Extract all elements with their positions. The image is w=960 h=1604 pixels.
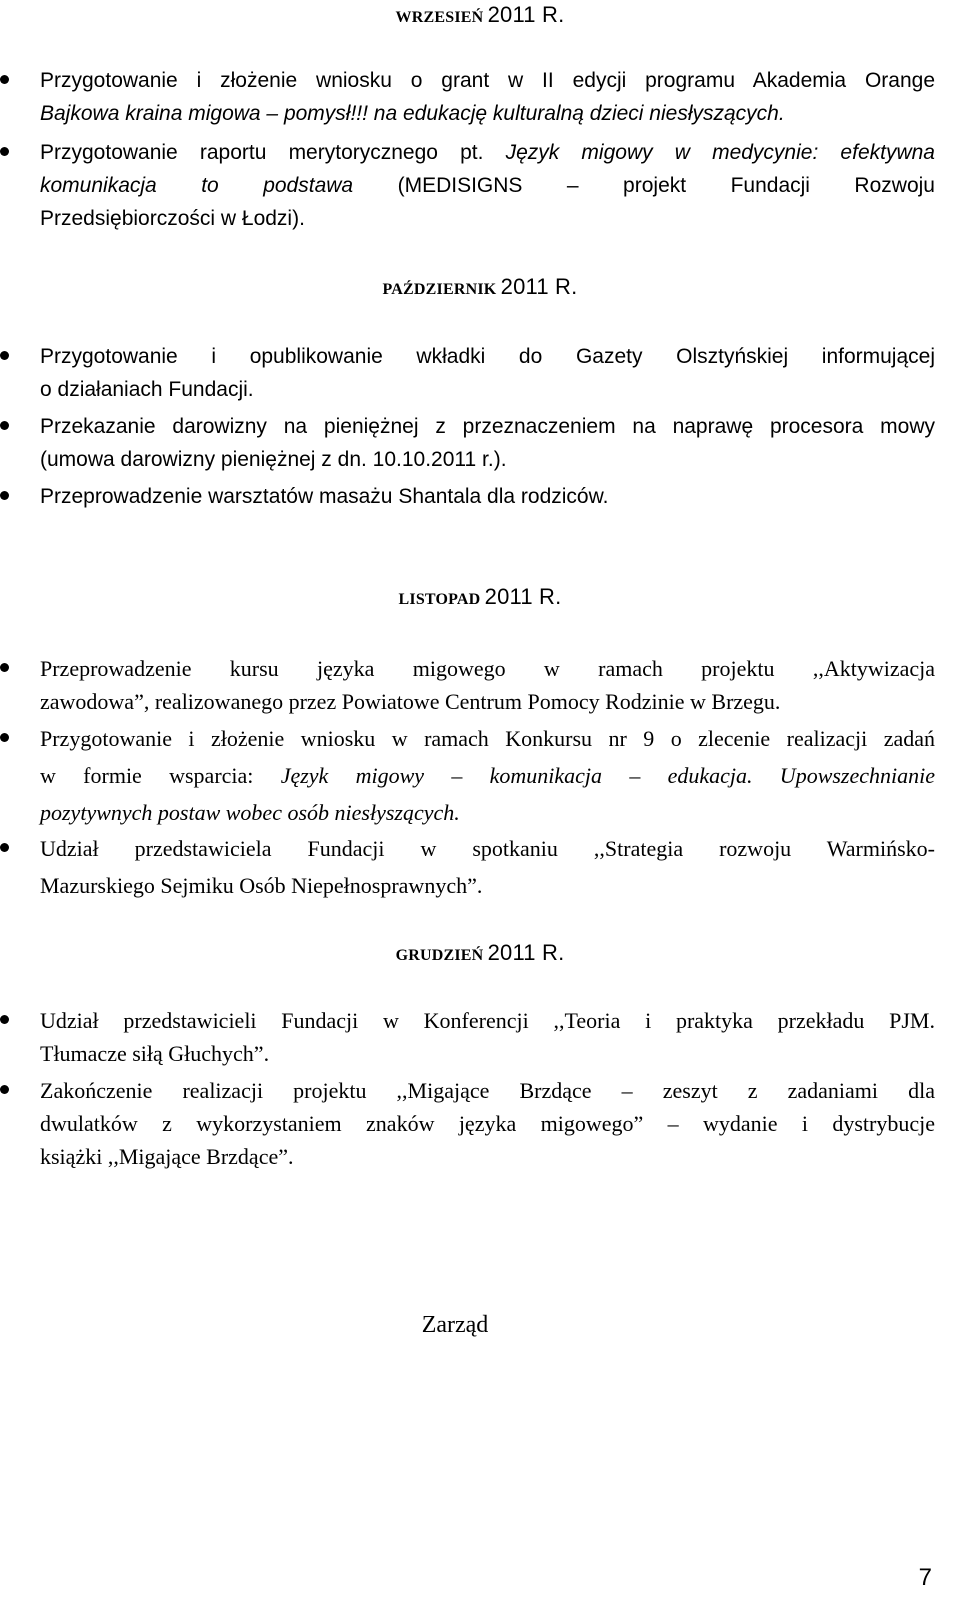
text-run-italic: Język migowy – komunikacja – edukacja. Upowszechnianie [280,763,936,788]
text-line: pozytywnych postaw wobec osób niesłyszących. [40,800,460,825]
bullet-icon [0,1085,9,1094]
text-line: Przedsiębiorczości w Łodzi). [40,207,305,230]
page-number: 7 [918,1564,932,1591]
list-item-text [40,1074,935,1173]
list-item-text [40,136,935,235]
text-line [40,136,935,169]
month-year: 2011 R. [487,940,565,965]
text-line: Przeprowadzenie kursu języka migowego w ramach projektu ,,Aktywizacja [40,656,935,681]
month-year: 2011 R. [487,2,565,27]
text-line [40,759,935,792]
text-line: (umowa darowizny pieniężnej z dn. 10.10.2011 r.). [40,448,507,471]
text-line: książki ,,Migające Brzdące”. [40,1144,294,1169]
list-item-text [40,722,935,829]
list-item-text [40,64,935,130]
bullet-icon [0,1015,9,1024]
text-run: w formie wsparcia: [40,763,254,788]
text-line: Przeprowadzenie warsztatów masażu Shantala dla rodziców. [40,485,609,508]
text-line [40,169,935,202]
text-line: Przygotowanie i złożenie wniosku w ramach Konkursu nr 9 o zlecenie realizacji zadań [40,726,935,751]
signature: Zarząd [421,1312,489,1338]
text-line: Udział przedstawiciela Fundacji w spotkaniu ,,Strategia rozwoju Warmińsko- [40,836,935,861]
text-line: dwulatków z wykorzystaniem znaków języka migowego” – wydanie i dystrybucje [40,1111,935,1136]
text-line: Udział przedstawicieli Fundacji w Konferencji ,,Teoria i praktyka przekładu PJM. [40,1008,935,1033]
list-item-text [40,340,935,406]
text-run-italic: komunikacja to podstawa [40,174,354,197]
bullet-icon [0,75,9,84]
month-name: LISTOPAD [398,591,481,608]
month-year: 2011 R. [500,274,578,299]
section-heading-november [0,584,960,610]
list-item-text [40,832,935,902]
section-heading-september [0,2,960,28]
bullet-icon [0,491,9,500]
section-heading-october [0,274,960,300]
bullet-icon [0,843,9,852]
text-line: Zakończenie realizacji projektu ,,Migające Brzdące – zeszyt z zadaniami dla [40,1078,935,1103]
section-heading-december [0,940,960,966]
bullet-icon [0,663,9,672]
text-line: Przygotowanie i opublikowanie wkładki do Gazety Olsztyńskiej informującej [40,345,935,368]
text-line: Mazurskiego Sejmiku Osób Niepełnosprawnych”. [40,873,483,898]
bullet-icon [0,147,9,156]
text-line: Tłumacze siłą Głuchych”. [40,1041,270,1066]
text-line: Przekazanie darowizny na pieniężnej z przeznaczeniem na naprawę procesora mowy [40,415,935,438]
bullet-icon [0,351,9,360]
text-line: Bajkowa kraina migowa – pomysł!!! na edukację kulturalną dzieci niesłyszących. [40,102,785,125]
list-item-text [40,480,935,513]
text-run-italic: Język migowy w medycynie: efektywna [505,141,935,164]
text-line: o działaniach Fundacji. [40,378,254,401]
bullet-icon [0,421,9,430]
list-item-text [40,652,935,718]
text-run: Przygotowanie raportu merytorycznego pt. [40,141,484,164]
month-name: PAŹDZIERNIK [382,281,497,298]
text-run: (MEDISIGNS – projekt Fundacji Rozwoju [397,174,935,197]
text-line: zawodowa”, realizowanego przez Powiatowe Centrum Pomocy Rodzinie w Brzegu. [40,689,781,714]
month-name: GRUDZIEŃ [395,947,484,964]
month-name: WRZESIEŃ [395,9,484,26]
text-line: Przygotowanie i złożenie wniosku o grant w II edycji programu Akademia Orange [40,69,935,92]
list-item-text [40,1004,935,1070]
list-item-text [40,410,935,476]
bullet-icon [0,733,9,742]
month-year: 2011 R. [484,584,562,609]
